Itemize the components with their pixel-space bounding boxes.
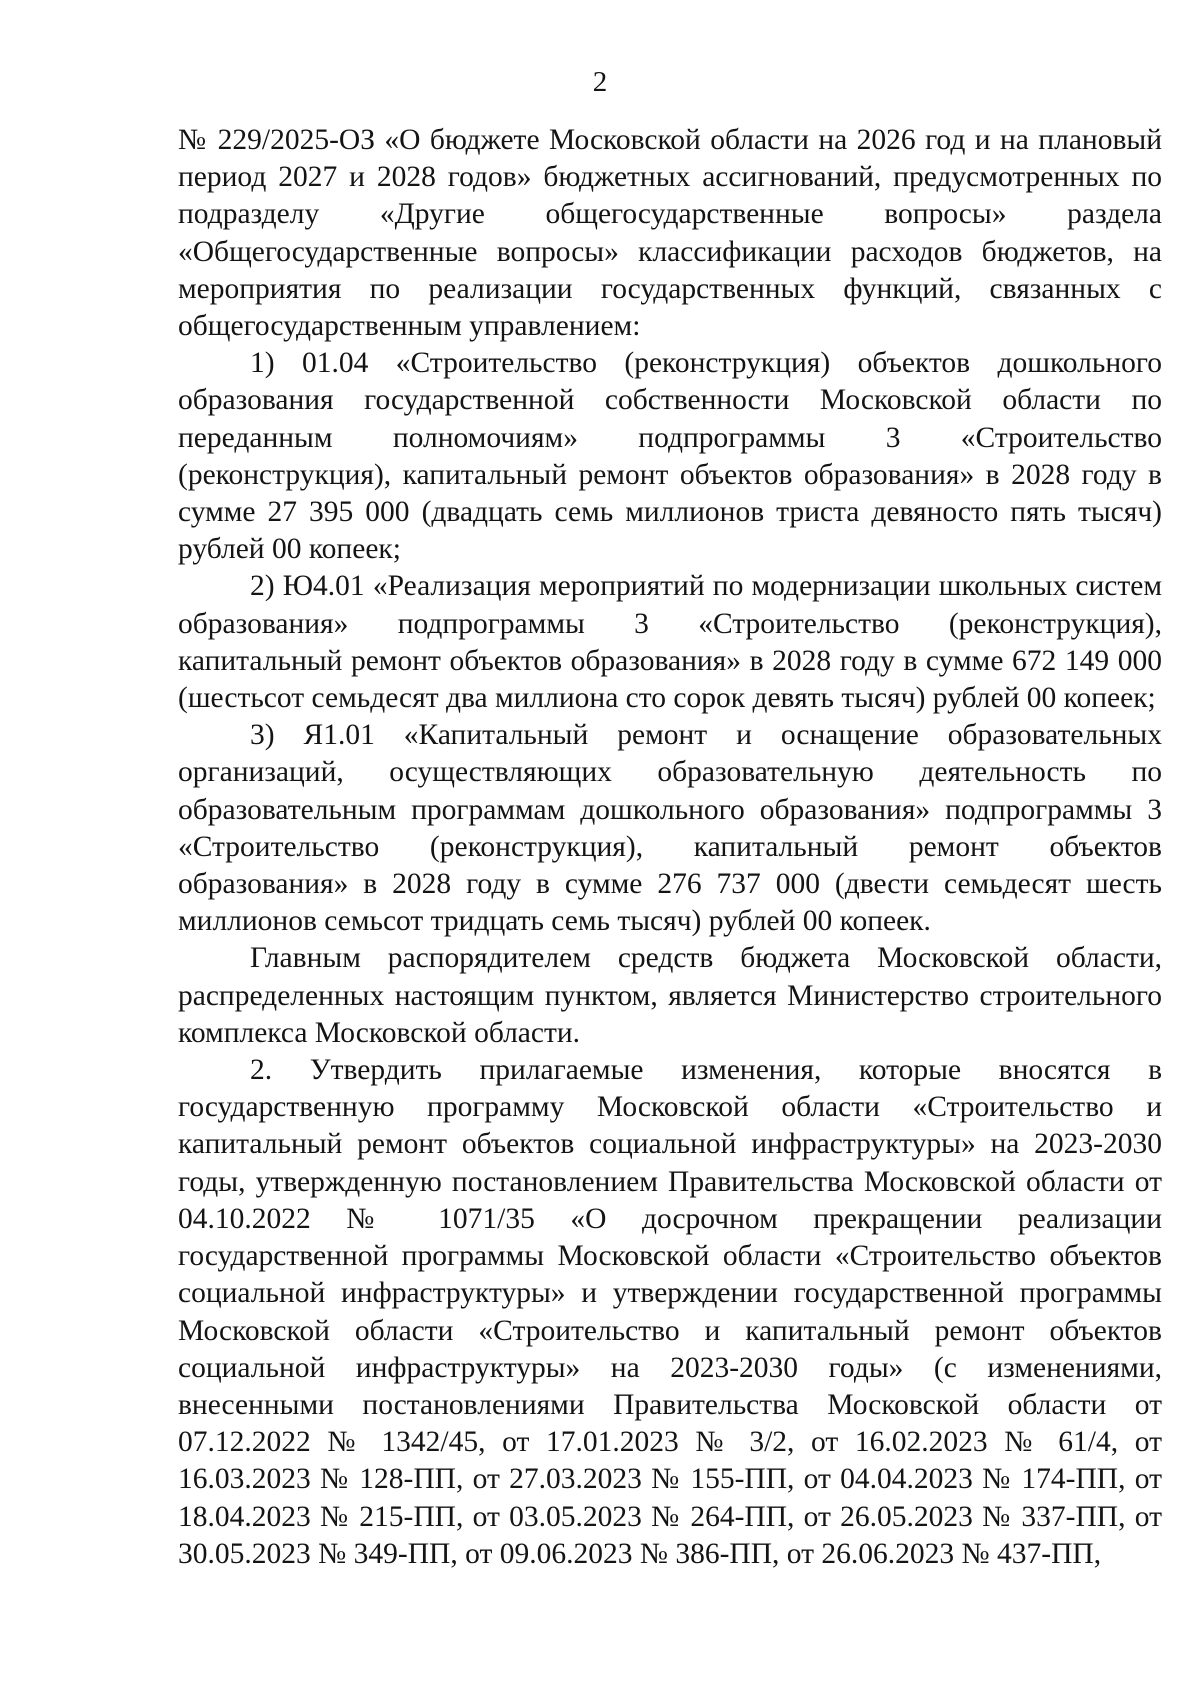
paragraph-item-ya1-01: 3) Я1.01 «Капитальный ремонт и оснащение образовательных организаций, осуществляющих образовательную деятельность по образовательным программам дошкольного образования» подпрограммы 3 «Строительство (реконструкция), капитальный ремонт объектов образования» в 2028 году в сумме 276 737 000 (двести семьдесят шесть миллионов семьсот тридцать семь тысяч) рублей 00 копеек.: [178, 719, 1162, 938]
paragraph-item-yu4-01: 2) Ю4.01 «Реализация мероприятий по модернизации школьных систем образования» подпрограммы 3 «Строительство (реконструкция), капитальный ремонт объектов образования» в 2028 году в сумме 672 149 000 (шестьсот семьдесят два миллиона сто сорок девять тысяч) рублей 00 копеек;: [178, 570, 1162, 715]
page-number: 2: [592, 66, 608, 98]
paragraph-budget-allocations: № 229/2025-ОЗ «О бюджете Московской области на 2026 год и на плановый период 2027 и 2028 годов» бюджетных ассигнований, предусмотренных по подразделу «Другие общегосударственные вопросы» раздела «Общегосударственные вопросы» классификации расходов бюджетов, на мероприятия по реализации государственных функций, связанных с общегосударственным управлением:: [178, 124, 1162, 343]
paragraph-chief-administrator: Главным распорядителем средств бюджета Московской области, распределенных настоящим пунктом, является Министерство строительного комплекса Московской области.: [178, 942, 1162, 1049]
paragraph-approve-amendments: 2. Утвердить прилагаемые изменения, которые вносятся в государственную программу Московской области «Строительство и капитальный ремонт объектов социальной инфраструктуры» на 2023-2030 годы, утвержденную постановлением Правительства Московской области от 04.10.2022 № 1071/35 «О досрочном прекращении реализации государственной программы Московской области «Строительство объектов социальной инфраструктуры» и утверждении государственной программы Московской области «Строительство и капитальный ремонт объектов социальной инфраструктуры» на 2023-2030 годы» (с изменениями, внесенными постановлениями Правительства Московской области от 07.12.2022 № 1342/45, от 17.01.2023 № 3/2, от 16.02.2023 № 61/4, от 16.03.2023 № 128-ПП, от 27.03.2023 № 155-ПП, от 04.04.2023 № 174-ПП, от 18.04.2023 № 215-ПП, от 03.05.2023 № 264-ПП, от 26.05.2023 № 337-ПП, от 30.05.2023 № 349-ПП, от 09.06.2023 № 386-ПП, от 26.06.2023 № 437-ПП,: [178, 1054, 1162, 1570]
paragraph-item-01-04: 1) 01.04 «Строительство (реконструкция) объектов дошкольного образования государственной собственности Московской области по переданным полномочиям» подпрограммы 3 «Строительство (реконструкция), капитальный ремонт объектов образования» в 2028 году в сумме 27 395 000 (двадцать семь миллионов триста девяносто пять тысяч) рублей 00 копеек;: [178, 347, 1162, 566]
document-body: [178, 122, 1162, 1573]
